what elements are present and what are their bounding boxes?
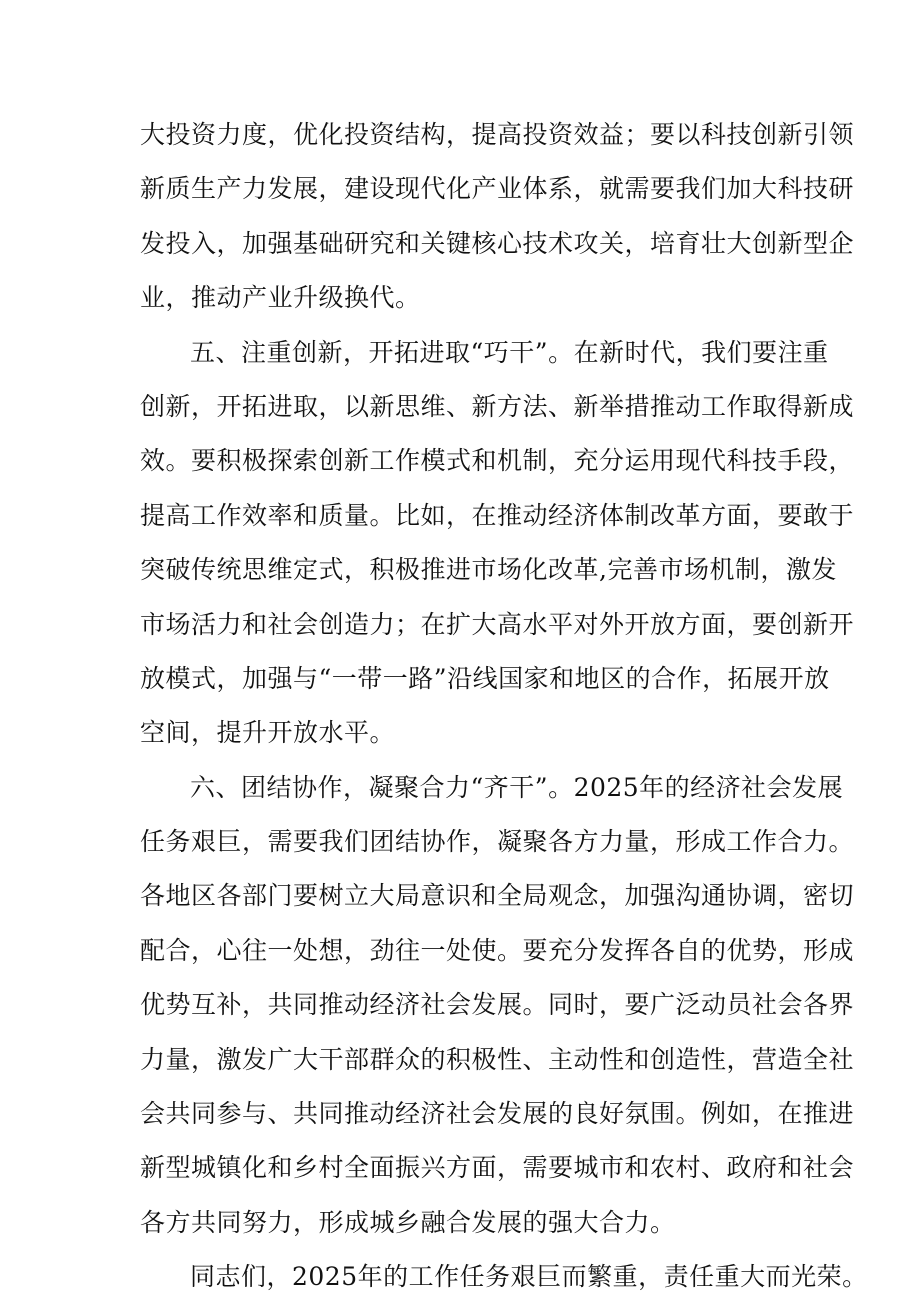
document-body: [140, 108, 868, 1305]
text-line: 发投入，加强基础研究和关键核心技术攻关，培育壮大创新型企: [140, 228, 855, 258]
text-line: 六、团结协作，凝聚合力“齐干”。2025年的经济社会发展: [190, 772, 844, 802]
text-line: 业，推动产业升级换代。: [140, 283, 421, 313]
text-line: 新质生产力发展，建设现代化产业体系，就需要我们加大科技研: [140, 174, 855, 204]
text-line: 创新，开拓进取，以新思维、新方法、新举措推动工作取得新成: [140, 391, 855, 421]
text-line: 同志们，2025年的工作任务艰巨而繁重，责任重大而光荣。: [190, 1262, 868, 1292]
text-line: 效。要积极探索创新工作模式和机制，充分运用现代科技手段，: [140, 446, 855, 476]
text-line: 配合，心往一处想，劲往一处使。要充分发挥各自的优势，形成: [140, 935, 855, 965]
text-line: 放模式，加强与“一带一路”沿线国家和地区的合作，拓展开放: [140, 663, 830, 693]
text-line: 力量，激发广大干部群众的积极性、主动性和创造性，营造全社: [140, 1044, 855, 1074]
paragraph-closing: [140, 1250, 868, 1304]
paragraph-section-5: [140, 326, 855, 761]
text-line: 大投资力度，优化投资结构，提高投资效益；要以科技创新引领: [140, 120, 855, 149]
paragraph-section-6: [140, 761, 855, 1251]
text-line: 提高工作效率和质量。比如，在推动经济体制改革方面，要敢于: [140, 500, 855, 530]
text-line: 空间，提升开放水平。: [140, 718, 396, 748]
text-line: 新型城镇化和乡村全面振兴方面，需要城市和农村、政府和社会: [140, 1153, 855, 1183]
text-line: 各方共同努力，形成城乡融合发展的强大合力。: [140, 1207, 676, 1237]
text-line: 各地区各部门要树立大局意识和全局观念，加强沟通协调，密切: [140, 881, 855, 911]
text-line: 任务艰巨，需要我们团结协作，凝聚各方力量，形成工作合力。: [140, 827, 855, 857]
text-line: 突破传统思维定式，积极推进市场化改革,完善市场机制，激发: [140, 555, 837, 585]
paragraph-continuation: [140, 108, 855, 326]
text-line: 优势互补，共同推动经济社会发展。同时，要广泛动员社会各界: [140, 990, 855, 1020]
text-line: 会共同参与、共同推动经济社会发展的良好氛围。例如，在推进: [140, 1099, 855, 1129]
text-line: 五、注重创新，开拓进取“巧干”。在新时代，我们要注重: [190, 337, 829, 367]
text-line: 市场活力和社会创造力；在扩大高水平对外开放方面，要创新开: [140, 609, 855, 639]
